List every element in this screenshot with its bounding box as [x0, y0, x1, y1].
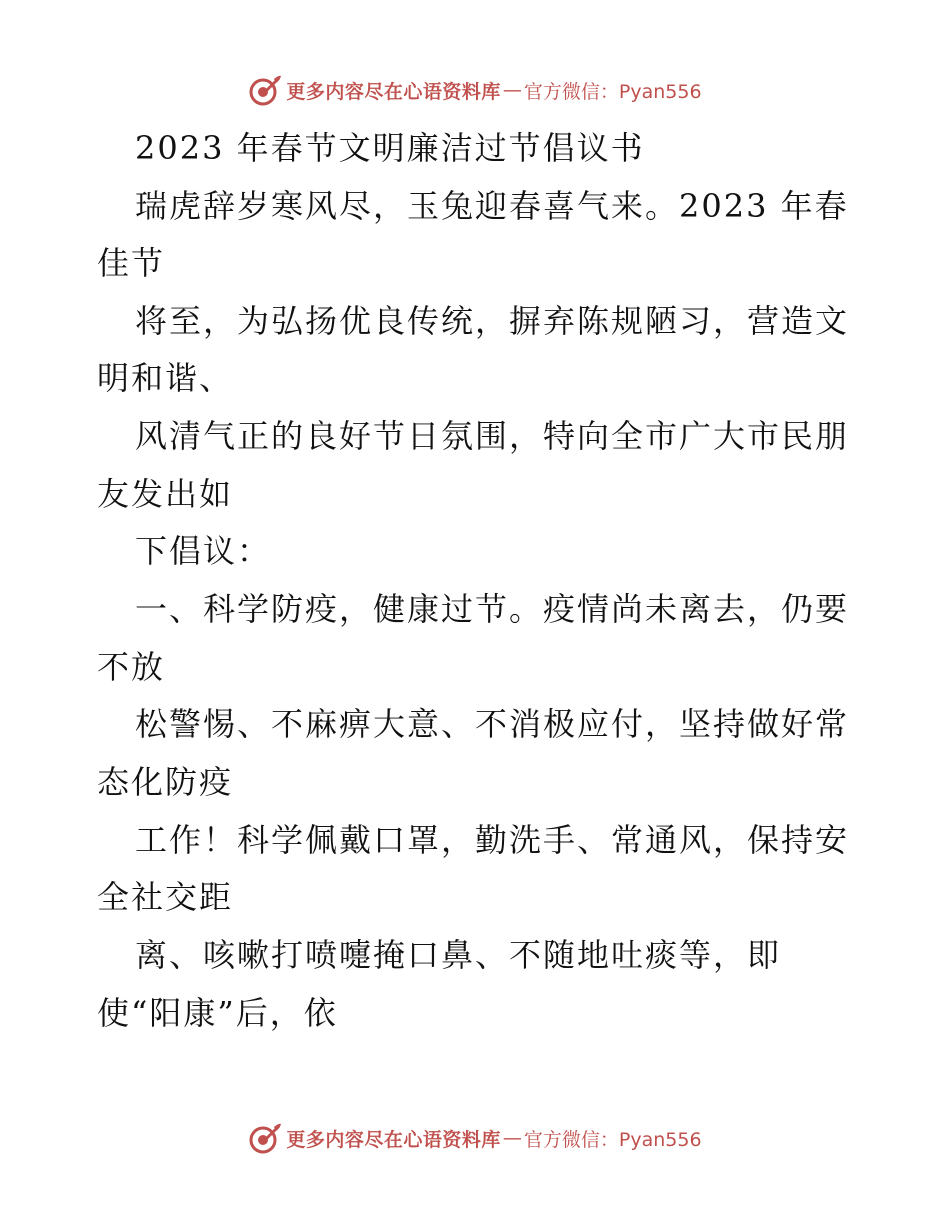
watermark-separator: — [502, 79, 522, 101]
watermark-banner-top [0, 70, 950, 110]
paragraph-line: 使“阳康”后，依 [97, 994, 338, 1032]
paragraph-line: 松警惕、不麻痹大意、不消极应付，坚持做好常 [135, 705, 850, 743]
paragraph-line: 风清气正的良好节日氛围，特向全市广大市民朋 [135, 417, 850, 455]
watermark-banner-bottom [0, 1118, 950, 1158]
paragraph-line: 将至，为弘扬优良传统，摒弃陈规陋习，营造文 [135, 302, 850, 340]
paragraph-line: 全社交距 [97, 878, 234, 916]
watermark-wechat-text: 官方微信：Pyan556 [523, 1128, 702, 1151]
paragraph-line: 下倡议： [135, 532, 272, 570]
feather-pen-logo-icon [248, 73, 282, 107]
watermark-main-text: 更多内容尽在心语资料库 [286, 80, 501, 103]
paragraph-line: 不放 [97, 648, 166, 686]
watermark-main-text: 更多内容尽在心语资料库 [286, 1128, 501, 1151]
document-title: 2023 年春节文明廉洁过节倡议书 [135, 129, 645, 167]
watermark-wechat-text: 官方微信：Pyan556 [523, 80, 702, 103]
feather-pen-logo-icon [248, 1121, 282, 1155]
paragraph-line: 态化防疫 [97, 763, 234, 801]
paragraph-line: 佳节 [97, 244, 166, 282]
paragraph-line: 友发出如 [97, 475, 234, 513]
watermark-separator: — [502, 1127, 522, 1149]
paragraph-line: 离、咳嗽打喷嚏掩口鼻、不随地吐痰等，即 [135, 936, 782, 974]
paragraph-line: 瑞虎辞岁寒风尽，玉兔迎春喜气来。2023 年春 [135, 187, 849, 225]
paragraph-line: 一、科学防疫，健康过节。疫情尚未离去，仍要 [135, 590, 850, 628]
paragraph-line: 明和谐、 [97, 359, 234, 397]
paragraph-line: 工作！科学佩戴口罩，勤洗手、常通风，保持安 [135, 821, 850, 859]
